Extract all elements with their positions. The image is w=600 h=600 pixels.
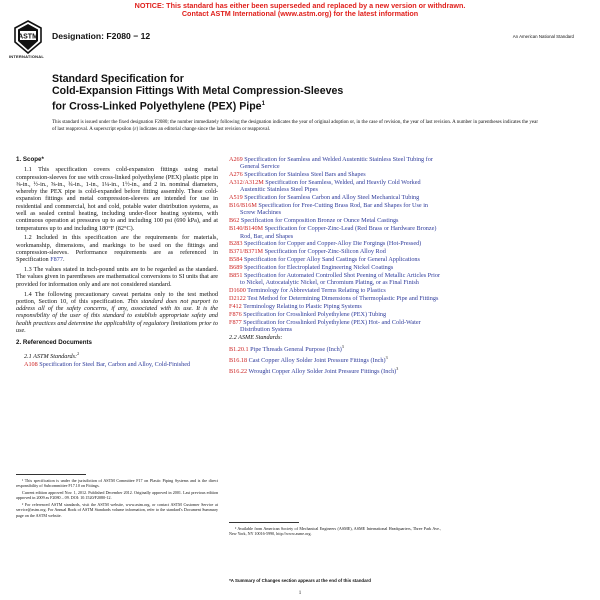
summary-of-changes-note: *A Summary of Changes section appears at the end of this standard <box>229 578 371 583</box>
reference-title: Specification for Copper Alloy Sand Castings for General Applications <box>242 256 420 264</box>
reference-code: B371/B371M <box>229 248 264 256</box>
scope-1-4 <box>16 291 218 335</box>
issued-statement: This standard is issued under the fixed designation F2080; the number immediately following the designation indicates the year of original adoption or, in the case of revision, the year of last revision. A number in parentheses indicates the year of last reapproval. A superscript epsilon (ε) indicates an editorial change since the last revision or reapproval. <box>52 120 538 132</box>
title-line-1: Standard Specification for <box>52 73 184 85</box>
reference-code: B16.18 <box>229 356 248 364</box>
notice-line-1: NOTICE: This standard has either been superseded and replaced by a new version or withdrawn. <box>134 1 466 10</box>
reference-b16-18[interactable] <box>229 354 441 364</box>
reference-title: Specification for Crosslinked Polyethylene (PEX) Hot- and Cold-Water Distribution Systems <box>240 318 421 334</box>
scope-heading: 1. Scope* <box>16 156 44 163</box>
reference-title: Specification for Steel Bar, Carbon and Alloy, Cold-Finished <box>39 360 191 368</box>
reference-b16-22[interactable] <box>229 365 441 375</box>
scope-1-4-caveat: This standard does not purport to address all of the safety concerns, if any, associated with its use. It is the responsibility of the user of this standard to establish appropriate safety and health practices and determine the applicability of regulatory limitations prior to use. <box>16 297 218 335</box>
reference-code: B689 <box>229 264 243 272</box>
reference-a519[interactable] <box>229 194 441 201</box>
reference-d1600[interactable] <box>229 287 441 294</box>
reference-b1-20-1[interactable] <box>229 343 441 353</box>
reference-b689[interactable] <box>229 264 441 271</box>
reference-b62[interactable] <box>229 217 441 224</box>
footnotes-right <box>229 526 441 538</box>
reference-title: Terminology Relating to Plastic Piping Systems <box>241 302 362 310</box>
scope-1-2-text: 1.2 Included in this specification are the requirements for materials, workmanship, dimensions, and markings to be used on the fittings and compression-sleeves. Performance requirements are as referenced in Specification <box>16 234 218 264</box>
supersede-notice <box>0 2 600 19</box>
reference-b16-b16m[interactable] <box>229 202 441 217</box>
asme-standards-label <box>229 334 441 341</box>
reference-code: A108 <box>24 360 38 368</box>
american-national-standard-label: An American National Standard <box>512 34 574 39</box>
reference-f877[interactable] <box>229 319 441 334</box>
scope-1-2-link-f877[interactable]: F877 <box>50 256 63 264</box>
footnotes-left <box>16 478 218 520</box>
designation: Designation: F2080 − 12 <box>52 31 151 41</box>
title-footnote-mark: 1 <box>261 100 265 107</box>
notice-line-2: Contact ASTM International (www.astm.org) for the latest information <box>181 9 419 19</box>
reference-a312-a312m[interactable] <box>229 179 441 194</box>
left-column <box>16 156 218 369</box>
reference-footnote-mark: 3 <box>396 365 399 371</box>
footnote-2: ² For referenced ASTM standards, visit the ASTM website, www.astm.org, or contact ASTM Customer Service at service@astm.org. For Annual Book of ASTM Standards volume information, refer to the standard's Document Summary page on the ASTM website. <box>16 502 218 518</box>
reference-title: Terminology for Abbreviated Terms Relating to Plastics <box>245 287 386 295</box>
reference-code: F876 <box>229 310 242 318</box>
reference-b584[interactable] <box>229 256 441 263</box>
reference-title: Specification for Seamless Carbon and Alloy Steel Mechanical Tubing <box>242 194 420 202</box>
scope-1-1: 1.1 This specification covers cold-expansion fittings using metal compression-sleeves for use with cross-linked polyethylene (PEX) plastic pipe in ⅜-in., ½-in., ⅝-in., ¾-in., 1-in., 1¼-in., 1½-in., and 2 in. nominal diameters, whereby the PEX pipe is cold-expanded before fitting assembly. These cold-expansion fittings and metal compression-sleeves are intended for use in residential and commercial, hot and cold, potable water distribution systems, as well as sealed central heating, including under-floor heating systems, with continuous operation at pressures up to and including 100 psi (690 kPa), and at temperatures up to and including 180°F (82°C). <box>16 166 218 232</box>
astm-standards-text: 2.1 ASTM Standards: <box>24 352 78 360</box>
reference-title: Specification for Stainless Steel Bars and Shapes <box>242 171 366 179</box>
reference-title: Specification for Free-Cutting Brass Rod, Bar and Shapes for Use in Screw Machines <box>240 202 429 217</box>
reference-a108[interactable] <box>16 361 218 368</box>
reference-b371-b371m[interactable] <box>229 248 441 255</box>
reference-list <box>229 156 441 333</box>
reference-title: Specification for Copper-Zinc-Lead (Red Brass or Hardware Bronze) Rod, Bar, and Shapes <box>240 225 437 240</box>
reference-title: Specification for Crosslinked Polyethylene (PEX) Tubing <box>241 310 387 318</box>
footnote-divider-left <box>16 474 86 475</box>
reference-f412[interactable] <box>229 303 441 310</box>
astm-standards-mark: 2 <box>77 350 80 356</box>
reference-code: B62 <box>229 217 240 225</box>
reference-code: A276 <box>229 171 243 179</box>
footnote-1a: ¹ This specification is under the jurisdiction of ASTM Committee F17 on Plastic Piping Systems and is the direct responsibility of Subcommittee F17.10 on Fittings. <box>16 478 218 489</box>
title-line-3 <box>52 98 552 113</box>
reference-title: Test Method for Determining Dimensions of Thermoplastic Pipe and Fittings <box>245 295 439 303</box>
references-heading: 2. Referenced Documents <box>16 339 92 347</box>
reference-title: Specification for Electroplated Engineering Nickel Coatings <box>242 264 394 272</box>
reference-code: D1600 <box>229 287 246 295</box>
reference-code: B851 <box>229 271 243 279</box>
reference-code: B16/B16M <box>229 202 257 210</box>
reference-code: B283 <box>229 240 243 248</box>
reference-code: B1.20.1 <box>229 345 249 353</box>
title-line-3-text: for Cross-Linked Polyethylene (PEX) Pipe <box>52 100 262 113</box>
reference-title: Specification for Copper and Copper-Alloy Die Forgings (Hot-Pressed) <box>242 240 422 248</box>
reference-code: F412 <box>229 302 242 310</box>
reference-title: Specification for Composition Bronze or Ounce Metal Castings <box>239 217 399 225</box>
reference-title: Specification for Copper-Zinc-Silicon Alloy Rod <box>263 248 386 256</box>
scope-1-4-text: 1.4 The following precautionary caveat pertains only to the test method portion, Section 10, of this specification. <box>16 290 218 305</box>
svg-text:ASTM: ASTM <box>18 33 38 41</box>
reference-a269[interactable] <box>229 156 441 171</box>
page-number: 1 <box>298 591 302 596</box>
reference-title: Pipe Threads General Purpose (Inch) <box>248 345 342 353</box>
reference-code: F877 <box>229 318 242 326</box>
reference-d2122[interactable] <box>229 295 441 302</box>
title-line-2: Cold-Expansion Fittings With Metal Compression-Sleeves <box>52 85 344 98</box>
footnote-3: ³ Available from American Society of Mechanical Engineers (ASME), ASME International Headquarters, Three Park Ave., New York, NY 10016-5990, http://www.asme.org. <box>229 526 441 537</box>
scope-1-2: 1.2 Included in this specification are the requirements for materials, workmanship, dimensions, and markings to be used on the fittings and compression-sleeves. Performance requirements are as referenced in Specification F877. <box>16 234 218 264</box>
reference-code: A269 <box>229 156 243 163</box>
reference-title: Specification for Automated Controlled Shot Peening of Metallic Articles Prior to Nickel, Autocatalytic Nickel, or Chromium Plating, or as Final Finish <box>240 271 441 287</box>
astm-standards-label <box>16 350 218 360</box>
reference-code: A519 <box>229 194 243 202</box>
reference-f876[interactable] <box>229 311 441 318</box>
document-title <box>52 73 552 113</box>
reference-code: B140/B140M <box>229 225 264 233</box>
astm-logo-icon <box>13 20 43 54</box>
footnote-divider-right <box>229 522 299 523</box>
logo-caption: INTERNATIONAL <box>9 54 44 59</box>
reference-a276[interactable] <box>229 171 441 178</box>
reference-b140-b140m[interactable] <box>229 225 441 240</box>
reference-code: D2122 <box>229 295 246 303</box>
reference-b851[interactable] <box>229 272 441 287</box>
reference-title: Cast Copper Alloy Solder Joint Pressure Fittings (Inch) <box>247 356 386 364</box>
asme-standards-text: 2.2 ASME Standards: <box>229 334 283 342</box>
right-column <box>229 156 441 375</box>
reference-footnote-mark: 3 <box>385 354 388 360</box>
reference-title: Specification for Seamless and Welded Austenitic Stainless Steel Tubing for General Service <box>240 156 433 171</box>
asme-reference-list <box>229 343 441 375</box>
reference-title: Specification for Seamless, Welded, and Heavily Cold Worked Austenitic Stainless Steel Pipes <box>240 179 421 194</box>
reference-title: Wrought Copper Alloy Solder Joint Pressure Fittings (Inch) <box>247 367 397 375</box>
scope-1-3: 1.3 The values stated in inch-pound units are to be regarded as the standard. The values given in parentheses are mathematical conversions to SI units that are provided for information only and are not considered standard. <box>16 266 218 288</box>
footnote-1b: Current edition approved Nov. 1, 2012. Published December 2012. Originally approved in 2001. Last previous edition approved in 2009 as F2080 – 09. DOI: 10.1520/F2080-12. <box>16 490 218 501</box>
reference-code: B16.22 <box>229 367 248 375</box>
reference-footnote-mark: 3 <box>341 343 344 349</box>
reference-code: A312/A312M <box>229 179 264 187</box>
reference-code: B584 <box>229 256 243 264</box>
reference-b283[interactable] <box>229 240 441 247</box>
